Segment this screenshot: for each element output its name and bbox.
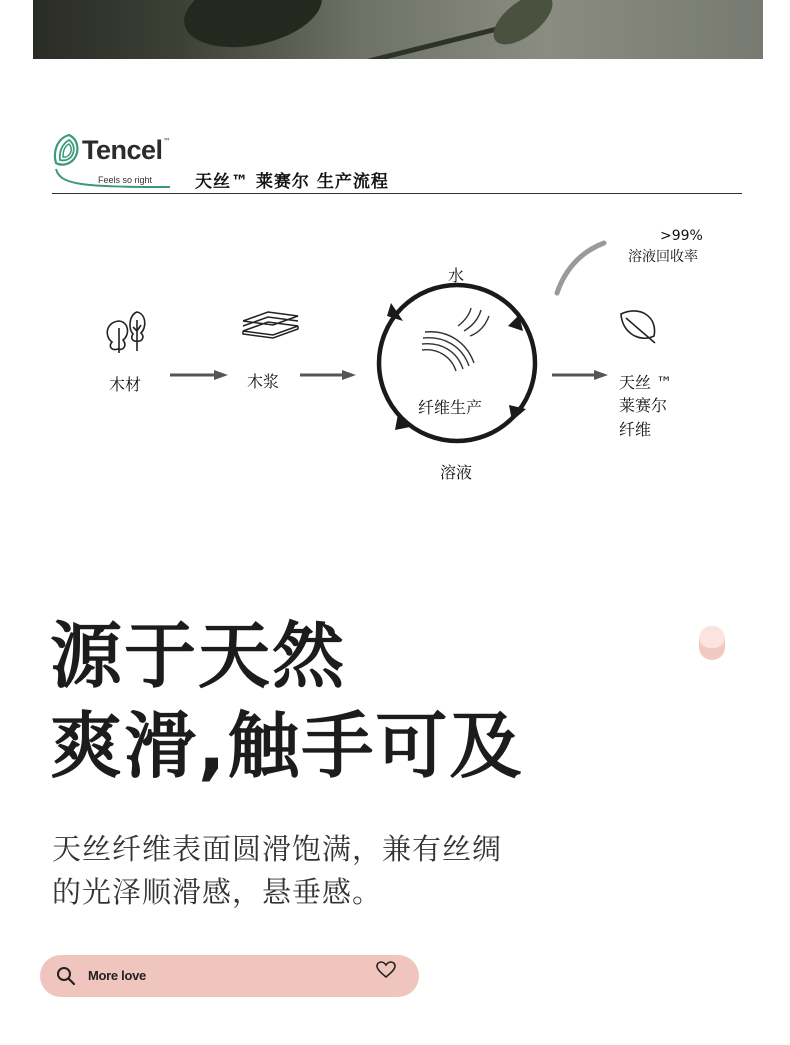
brand-trademark: ™ <box>163 137 171 146</box>
more-love-search-bar[interactable] <box>40 955 419 997</box>
step-pulp: 木浆 <box>247 372 280 391</box>
arrow-right-icon <box>170 370 228 380</box>
step-fiber-name-1: 天丝 ™ <box>619 373 673 392</box>
search-icon[interactable] <box>56 966 76 986</box>
step-water: 水 <box>448 266 465 285</box>
pulp-sheets-icon <box>243 312 298 338</box>
brand-name: Tencel <box>82 135 163 165</box>
headline-line-1: 源于天然 <box>50 614 347 698</box>
photo-leaf <box>177 0 328 59</box>
title-divider <box>52 193 742 194</box>
tencel-logo <box>52 133 172 191</box>
description-line-1: 天丝纤维表面圆滑饱满，兼有丝绸 <box>52 832 503 866</box>
decorative-pink-dot <box>699 626 725 660</box>
recovery-arc <box>557 243 604 293</box>
heart-icon[interactable] <box>376 961 396 979</box>
headline-line-2: 爽滑,触手可及 <box>50 704 524 788</box>
step-fiber-production: 纤维生产 <box>418 398 483 417</box>
leaf-icon <box>621 311 655 343</box>
step-fiber-name-2: 莱赛尔 <box>619 396 668 415</box>
fiber-strands-icon <box>422 308 489 371</box>
arrow-right-icon <box>552 370 608 380</box>
description-line-2: 的光泽顺滑感，悬垂感。 <box>52 875 383 909</box>
step-fiber-name-3: 纤维 <box>619 420 652 439</box>
process-title: 天丝™ 莱赛尔 生产流程 <box>195 172 389 192</box>
brand-tagline: Feels so right <box>98 175 153 185</box>
top-photo <box>33 0 763 59</box>
more-love-label: More love <box>88 968 146 983</box>
recovery-label: 溶液回收率 <box>628 249 698 265</box>
recovery-rate: >99% <box>660 228 703 244</box>
step-wood: 木材 <box>109 375 142 394</box>
arrow-right-icon <box>300 370 356 380</box>
tree-icon <box>107 312 145 353</box>
photo-leaf <box>485 0 561 54</box>
tencel-leaf-icon <box>52 133 82 167</box>
step-solvent: 溶液 <box>440 463 473 482</box>
